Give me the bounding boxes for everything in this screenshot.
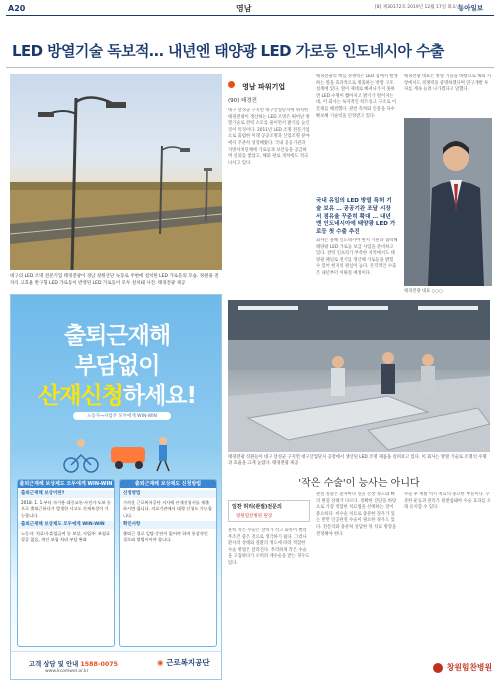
column-affiliation: 창원힘찬병원 원장 bbox=[236, 514, 273, 519]
ad-logo-text: 근로복지공단 bbox=[166, 658, 210, 667]
ad-logo-icon: ◉ bbox=[157, 658, 164, 667]
ad-box1-subheading: 출퇴근재해 보상이란? bbox=[18, 490, 114, 498]
column-body-3: 수술 후 재활 역시 치료의 중요한 부분이다. 꾸준한 운동과 관리가 뒷받침돼야 수술 효과를 오래 유지할 수 있다. bbox=[404, 492, 492, 511]
ad-headline-3-suffix: 하세요! bbox=[122, 383, 197, 409]
hospital-logo-icon bbox=[433, 663, 443, 673]
ad-box1-text: 2018. 1. 1.부터 자가용·대중교통·자전거·도보 등으로 출퇴근하다가 발생한 사고도 산재보상이 가능합니다. bbox=[21, 500, 111, 518]
ad-highlight: 산재신청 bbox=[37, 383, 123, 409]
photo1-caption: 대구의 LED 조명 전문기업 태경전광이 경남 창원산단 녹동로 주변에 설치한 LED 가로등의 모습. 정원용 전자식 고효율 반구형 LED 가로등이 반영된 LED 가로등이 모두 설치돼 사진. 태경전광 제공 bbox=[10, 274, 219, 286]
series-intro bbox=[228, 74, 310, 288]
ad-info-box-1 bbox=[17, 479, 115, 647]
ad-box2-text: 가까운 근로복지공단 지사에 산재신청서를 제출하시면 됩니다. 의료기관에서 대행 신청도 가능합니다. bbox=[123, 500, 212, 518]
section-name: 영남 bbox=[236, 4, 252, 13]
ad-phone-label: 고객 상담 및 안내 bbox=[29, 661, 79, 668]
ceo-portrait-photo bbox=[404, 118, 492, 286]
photo2-caption: 태경전광 대표 ○○○ bbox=[404, 289, 443, 294]
newspaper-name: 동아일보 bbox=[458, 4, 484, 12]
issue-info: [8] 제30172호 2019년 12월 17일 화요일 bbox=[375, 5, 461, 10]
column-title: '작은 수술'이 능사는 아니다 bbox=[298, 478, 420, 489]
ad-info-box-2 bbox=[119, 479, 217, 647]
advertisement[interactable] bbox=[10, 294, 222, 680]
streetlight-photo bbox=[10, 74, 222, 270]
ad-box1-text-2: 노동자: 치료비·휴업급여 등 보상, 사업주: 보험료 할증 없음, 개인 보험 처리 부담 완화 bbox=[21, 531, 110, 543]
header-rule bbox=[6, 15, 494, 16]
ad-box2-text-2: 출퇴근 경로 일탈·중단이 없어야 하며 통상적인 경로와 방법이어야 합니다. bbox=[123, 531, 208, 543]
ad-banner: 노동자→사업주 모두에게 WIN-WIN bbox=[73, 412, 171, 420]
article-column-1: 대구 달성군 구지면 대구산업단지에 위치한 태경전광이 생산하는 LED 조명은 뛰어난 방열기술로 전력 소모를 줄이면서 밝기를 높인 것이 특징이다. 2011년 LED 조명 전문기업으로 출범한 이래 공공조명과 산업조명 분야에서 꾸준히 성장해왔다. 국내 공공기관과 지방자치단체에 가로등과 보안등을 공급하며 신뢰를 쌓았고, 해외 판로 개척에도 적극 나서고 있다. bbox=[228, 108, 310, 166]
ad-headline-1: 출퇴근재해 bbox=[63, 323, 171, 349]
column-body-2: 관절 질환은 환자마다 연골 손상 정도와 뼈의 변형 상태가 다르다. 정확한 진단을 바탕으로 가장 적합한 치료법을 선택하는 것이 중요하다. 비수술 치료로 충분한 경우가 있는 반면 인공관절 수술이 필요한 경우도 있다. 전문의와 충분히 상담한 뒤 치료 방향을 결정해야 한다. bbox=[316, 492, 397, 537]
ad-phone-number: 1588-0075 bbox=[80, 661, 119, 668]
series-badge-icon bbox=[228, 81, 235, 88]
hospital-logo bbox=[404, 662, 492, 673]
headline: LED 방열기술 독보적… 내년엔 태양광 LED 가로등 인도네시아 수출 bbox=[12, 42, 444, 60]
streetlight-photo-art bbox=[10, 74, 222, 270]
ad-headline-2: 부담없이 bbox=[74, 353, 160, 379]
article-column-2: 태경전광의 핵심 경쟁력은 LED 칩에서 발생하는 열을 효과적으로 방출하는 방열 구조 설계에 있다. 열이 제대로 빠져나가지 못하면 LED 수명이 짧아지고 밝기가 떨어지는데, 이 회사는 독자적인 히트싱크 구조로 이 문제를 해결했다. 관련 특허와 인증을 다수 확보해 기술력을 인정받고 있다. bbox=[316, 74, 398, 119]
ad-logo bbox=[157, 657, 210, 668]
article-column-3: 태경전광 대표는 방열 기술을 바탕으로 해외 시장에서도 경쟁력을 증명하겠다며 연구개발 투자를 계속 늘려 나가겠다고 말했다. bbox=[404, 74, 492, 93]
article-column-2b: 회사는 올해 인도네시아 현지 기관과 협력해 태양광 LED 가로등 보급 사업을 준비하고 있다. 전력 인프라가 부족한 지역에서도 태양광 패널로 전기를 생산해 가로등을 밝힐 수 있어 현지의 관심이 높다. 본격적인 수출은 내년부터 이뤄질 예정이다. bbox=[316, 238, 398, 276]
factory-photo bbox=[228, 300, 490, 452]
factory-photo-art bbox=[228, 300, 490, 452]
ad-box2-subheading: 신청방법 bbox=[120, 490, 216, 498]
ad-headline-3 bbox=[11, 377, 222, 410]
column-body-1: 흔히 작은 수술은 상처가 작고 회복이 빨라 무조건 좋은 것으로 생각하기 쉽다. 그러나 환자의 상태와 질환의 정도에 따라 적합한 수술 방법은 달라진다. 무리하게 작은 수술을 고집하다가 오히려 재수술을 받는 경우도 있다. bbox=[228, 528, 310, 566]
ad-phone[interactable] bbox=[29, 659, 118, 668]
ceo-portrait-art bbox=[404, 118, 492, 286]
article-subheadings: 국내 유일의 LED 방열 특허 기술 보유 … 공공기관 조달 시장서 점유율 꾸준히 확대 … 내년엔 인도네시아에 태양광 LED 가로등 첫 수출 추진 bbox=[316, 198, 396, 236]
ad-box2-subheading-2: 확인사항 bbox=[120, 521, 216, 529]
ad-box1-heading: 출퇴근재해 보상제도 모두에게 WIN-WIN bbox=[19, 481, 113, 487]
commuters-illustration bbox=[51, 425, 191, 475]
page-number: A20 bbox=[8, 4, 26, 13]
series-title: 영남 파워기업 bbox=[242, 83, 286, 91]
ad-box2-heading: 출퇴근재해 보상제도 신청방법 bbox=[120, 480, 216, 488]
hospital-name: 창원힘찬병원 bbox=[446, 663, 492, 672]
ad-box1-subheading-2: 출퇴근재해 보상제도 모두에게 WIN-WIN bbox=[18, 521, 114, 529]
series-number: (90) 태경전 bbox=[228, 98, 257, 104]
column-author: 임찬 허리(관절)전문의 bbox=[232, 504, 282, 510]
photo3-caption: 태경전광 직원들이 대구 달성군 구지면 대구산업단지 공장에서 생산된 LED 조명 제품을 살펴보고 있다. 이 회사는 방열 기술로 조명의 수명과 효율을 크게 높였다. 태경전광 제공 bbox=[228, 455, 487, 467]
headline-rule bbox=[6, 67, 494, 68]
ad-url-link[interactable]: www.kcomwel.or.kr bbox=[45, 669, 89, 674]
